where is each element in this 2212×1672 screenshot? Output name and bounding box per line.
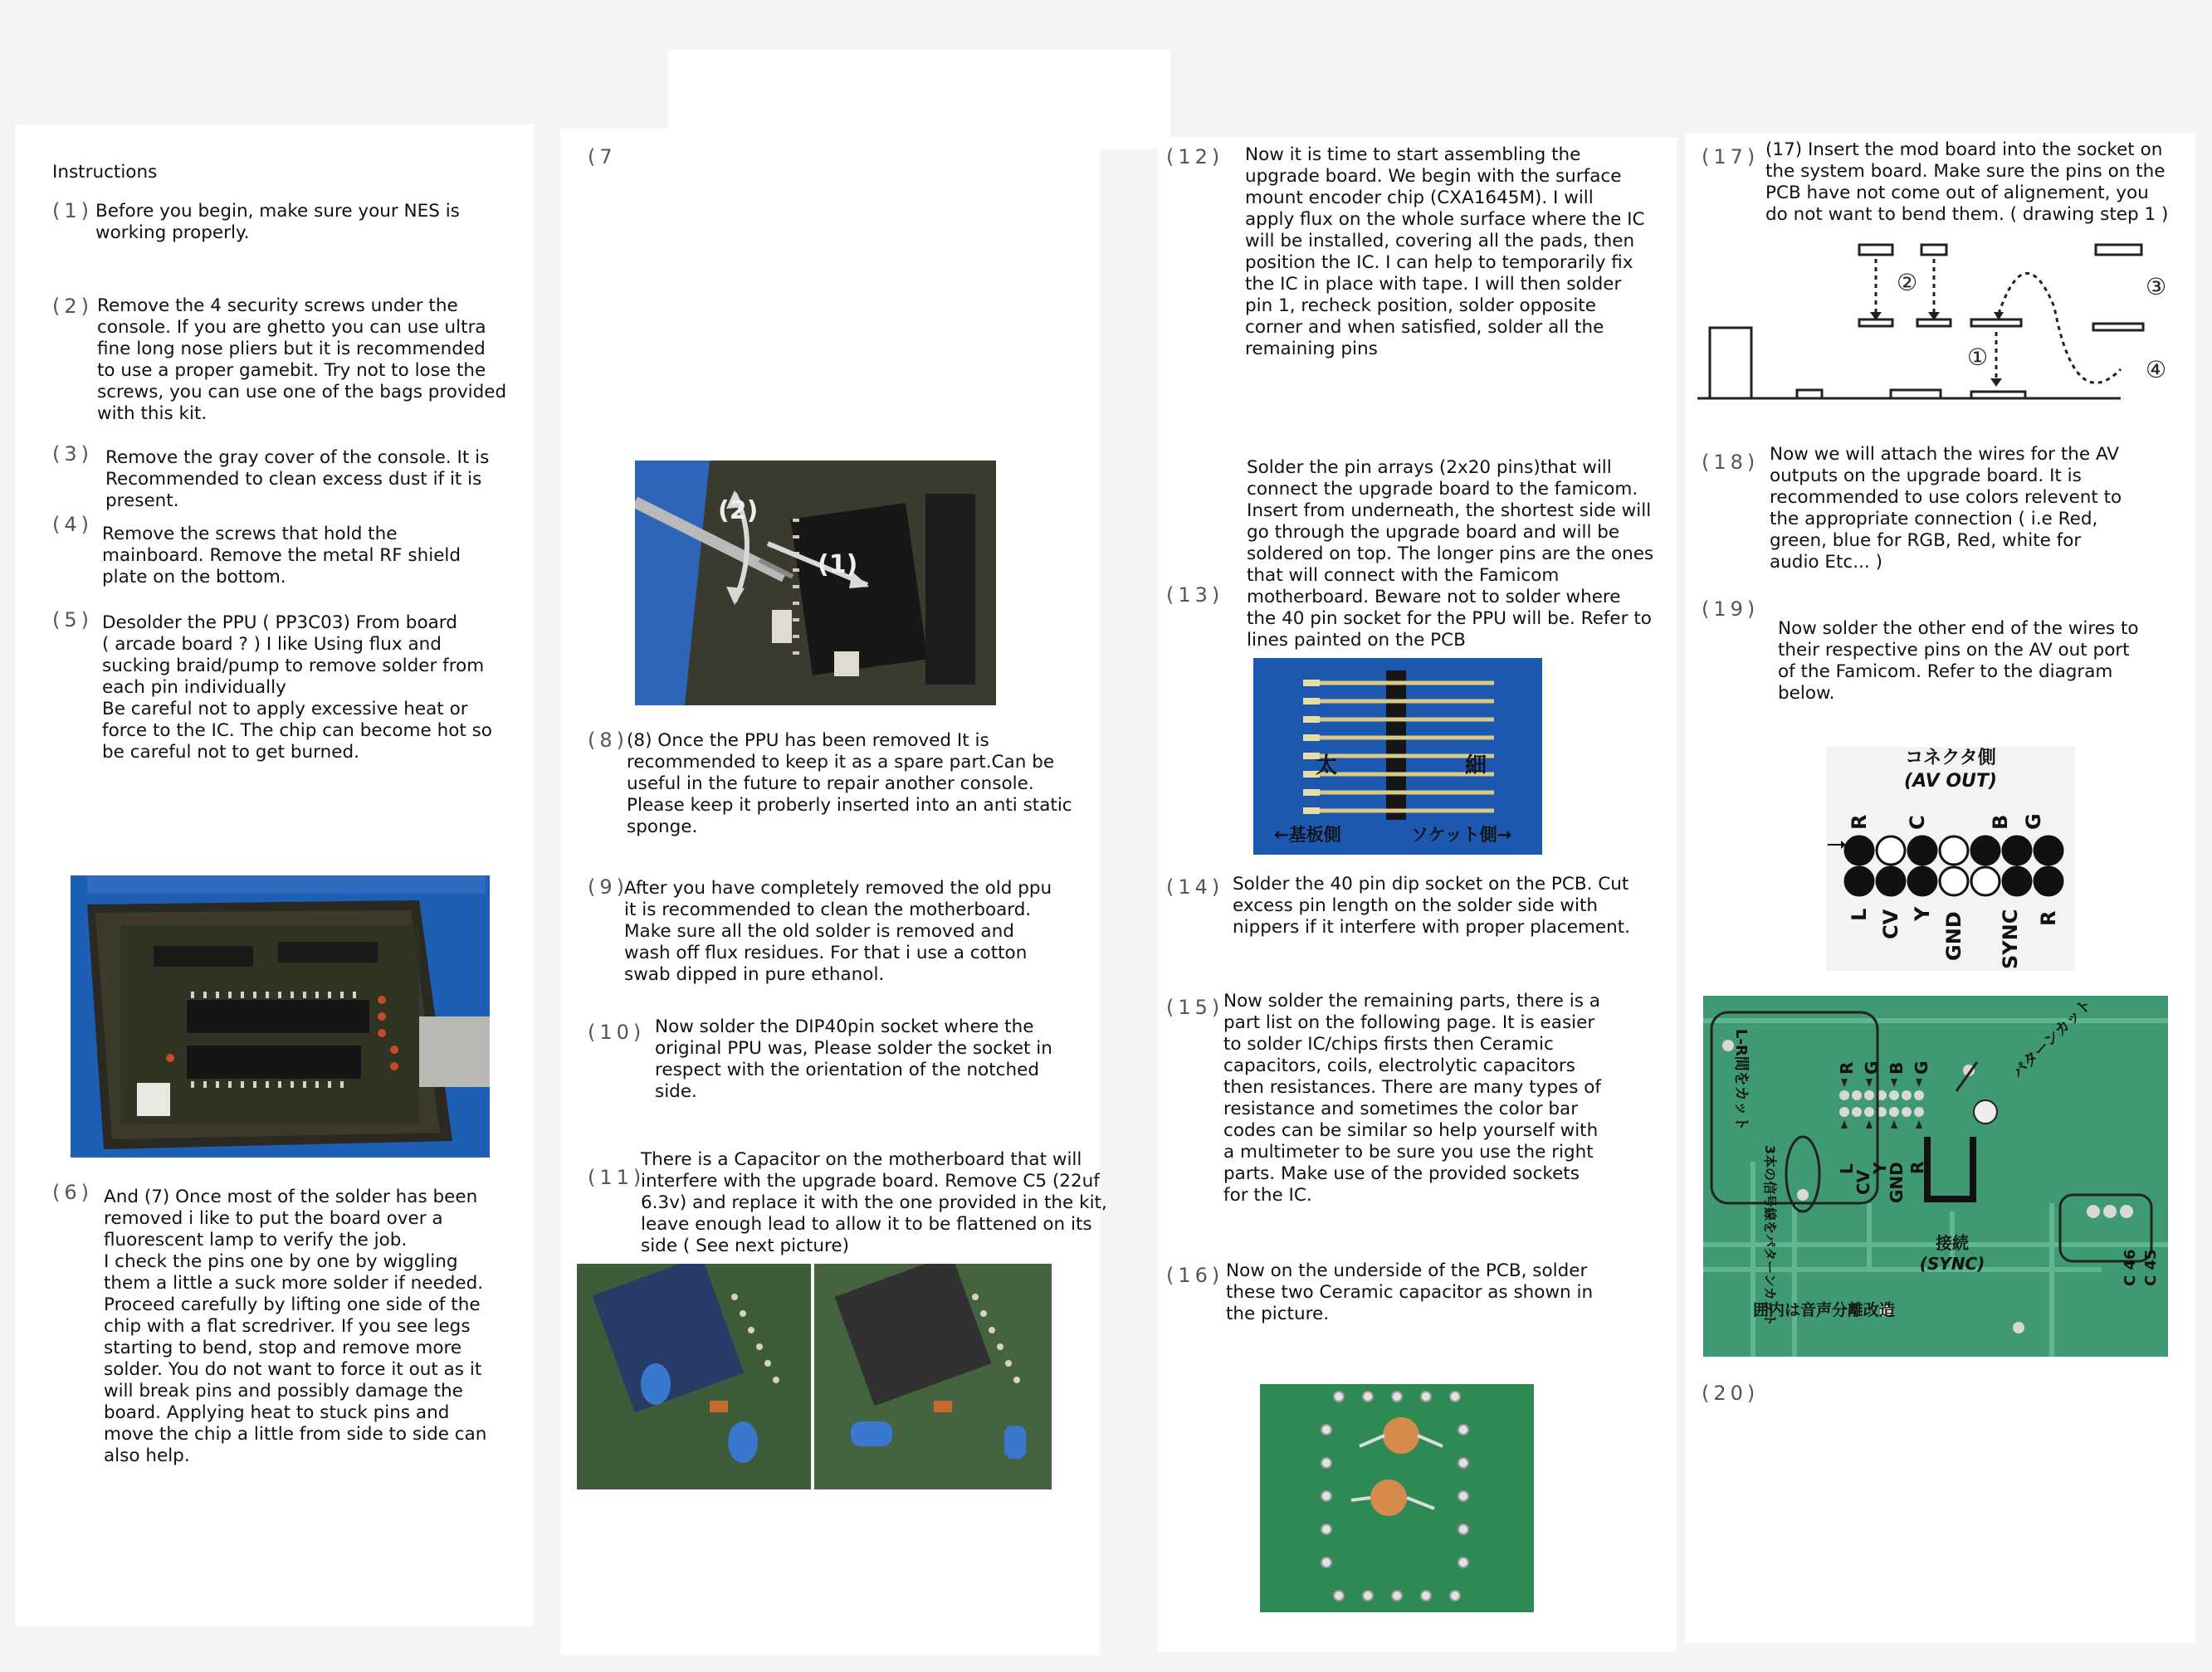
step-marker-3: ③	[2146, 273, 2167, 300]
step-8-text: (8) Once the PPU has been removed It is recommended to keep it as a spare part.Can be useful in the future to repair another console. Please keep it proberly inserted into an anti static sponge.	[627, 730, 1072, 837]
step-1-text: Before you begin, make sure your NES is working properly.	[95, 201, 460, 243]
pin-header-board-side-label: ←基板側	[1274, 825, 1341, 845]
step-14-number: (14)	[1166, 875, 1224, 899]
board-label-gnd: GND	[1887, 1162, 1907, 1203]
step-18-number: (18)	[1702, 451, 1760, 474]
step-5-number: (5)	[52, 608, 93, 631]
connector-pin-gnd: GND	[1942, 911, 1965, 961]
step-7-number: (7	[588, 145, 617, 168]
page-heading: Instructions	[52, 162, 158, 183]
connector-pin-r-top: R	[1848, 814, 1871, 830]
column-2-top-bg	[668, 50, 1170, 149]
step-marker-2: ②	[1897, 269, 1918, 296]
board-audio-label: 囲内は音声分離改造	[1753, 1301, 1896, 1319]
connector-pin-b: B	[1989, 814, 2012, 830]
board-sync-label: (SYNC)	[1919, 1254, 1985, 1274]
pin-header-thin-label: 細	[1465, 753, 1487, 778]
board-label-cv: CV	[1853, 1169, 1873, 1195]
step-13-number: (13)	[1166, 583, 1224, 607]
board-label-r: R	[1837, 1061, 1857, 1075]
step-2-text: Remove the 4 security screws under the console. If you are ghetto you can use ultra fine long nose pliers but it is recommended to use a proper gamebit. Try not to lose the screws, you can use one of the bags provided with this kit.	[97, 295, 507, 424]
step-15-number: (15)	[1166, 996, 1224, 1019]
nes-board-photo	[71, 875, 490, 1158]
board-c46-label: C 46	[2122, 1249, 2139, 1286]
board-cut-label-pattern: パターンカット	[2009, 996, 2096, 1082]
board-cut-label-lr: L-R間をカット	[1732, 1029, 1750, 1131]
step-2-number: (2)	[52, 295, 93, 318]
pin-header-photo	[1253, 658, 1542, 855]
connector-pin-l: L	[1848, 908, 1871, 921]
step-13-text: Solder the pin arrays (2x20 pins)that will connect the upgrade board to the famicom. Insert from underneath, the shortest side will go through the upgrade board and will be soldered on top. The longer pins are the ones that will connect with the Famicom motherboard. Beware not to solder where the 40 pin socket for the PPU will be. Refer to lines painted on the PCB	[1247, 457, 1654, 651]
capacitor-before-after-photo	[577, 1264, 1052, 1489]
step-20-number: (20)	[1702, 1382, 1760, 1405]
board-label-r2: R	[1907, 1161, 1927, 1174]
photo-label-1: (1)	[818, 550, 858, 579]
board-connect-label: 接続	[1936, 1233, 1969, 1253]
connector-pin-c: C	[1906, 815, 1929, 830]
step-16-number: (16)	[1166, 1264, 1224, 1287]
step-marker-4: ④	[2146, 356, 2167, 383]
famicom-av-board-photo	[1703, 996, 2168, 1357]
board-label-b: B	[1887, 1061, 1907, 1075]
step-17-text: (17) Insert the mod board into the socket on the system board. Make sure the pins on the PCB have not come out of alignement, you do not want to bend them. ( drawing step 1 )	[1765, 139, 2169, 225]
step-6-number: (6)	[52, 1181, 93, 1204]
connector-pin-g: G	[2022, 813, 2045, 830]
step-11-text: There is a Capacitor on the motherboard that will interfere with the upgrade board. Remove C5 (22uf 6.3v) and replace it with the one provided in the kit, leave enough lead to allow it to be flattened on its side ( See next picture)	[641, 1149, 1107, 1256]
step-9-number: (9)	[588, 875, 628, 899]
insertion-drawing	[1693, 241, 2191, 407]
board-label-g2: G	[1912, 1060, 1931, 1075]
step-18-text: Now we will attach the wires for the AV outputs on the upgrade board. It is recommended to use colors relevent to the appropriate connection ( i.e Red, green, blue for RGB, Red, white for audio Etc... )	[1770, 444, 2122, 573]
connector-pin-sync: SYNC	[1999, 909, 2022, 969]
step-4-number: (4)	[52, 513, 93, 536]
step-8-number: (8)	[588, 729, 628, 752]
step-12-text: Now it is time to start assembling the upgrade board. We begin with the surface mount encoder chip (CXA1645M). I will apply flux on the whole surface where the IC will be installed, covering all the pads, then position the IC. I can help to temporarily fix the IC in place with tape. I will then solder pin 1, recheck position, solder opposite corner and when satisfied, solder all the remaining pins	[1245, 144, 1645, 359]
board-label-g: G	[1862, 1060, 1882, 1075]
connector-pin-r-bottom: R	[2037, 910, 2060, 926]
step-3-number: (3)	[52, 442, 93, 466]
connector-subtitle: (AV OUT)	[1904, 771, 1997, 792]
connector-pin-cv: CV	[1879, 909, 1902, 939]
step-12-number: (12)	[1166, 145, 1224, 168]
step-19-text: Now solder the other end of the wires to their respective pins on the AV out port of the Famicom. Refer to the diagram below.	[1778, 618, 2139, 704]
board-label-y: Y	[1870, 1162, 1890, 1174]
board-cut-label-signal: 3本の信号線をパターンカット	[1762, 1145, 1778, 1327]
pin-header-thick-label: 太	[1316, 753, 1338, 778]
step-10-number: (10)	[588, 1021, 646, 1044]
connector-title: コネクタ側	[1905, 748, 1996, 768]
step-16-text: Now on the underside of the PCB, solder these two Ceramic capacitor as shown in the picture.	[1226, 1260, 1594, 1324]
ppu-removal-photo	[635, 461, 996, 705]
step-5-text: Desolder the PPU ( PP3C03) From board ( arcade board ? ) I like Using flux and sucking braid/pump to remove solder from each pin individually Be careful not to apply excessive heat or force to the IC. The chip can become hot so be careful not to get burned.	[102, 612, 492, 763]
step-10-text: Now solder the DIP40pin socket where the original PPU was, Please solder the socket in respect with the orientation of the notched side.	[655, 1016, 1052, 1102]
step-4-text: Remove the screws that hold the mainboard. Remove the metal RF shield plate on the bottom.	[102, 524, 461, 587]
av-out-connector-diagram	[1826, 747, 2075, 971]
step-marker-1: ①	[1967, 344, 1989, 371]
step-17-number: (17)	[1702, 145, 1760, 168]
step-15-text: Now solder the remaining parts, there is a part list on the following page. It is easier to solder IC/chips firsts then Ceramic capacitors, coils, electrolytic capacitors then resistances. There are many types of resistance and sometimes the color bar codes can be similar so help yourself with a multimeter to be sure you use the right parts. Make use of the provided sockets for the IC.	[1223, 991, 1601, 1206]
board-label-l: L	[1837, 1163, 1857, 1174]
step-1-number: (1)	[52, 199, 93, 222]
step-19-number: (19)	[1702, 597, 1760, 621]
board-c45-label: C 45	[2142, 1249, 2160, 1286]
step-9-text: After you have completely removed the old ppu it is recommended to clean the motherboard. Make sure all the old solder is removed and wash off flux residues. For that i use a cotton swab dipped in pure ethanol.	[624, 878, 1052, 985]
pin-header-socket-side-label: ソケット側→	[1411, 825, 1512, 845]
step-6-text: And (7) Once most of the solder has been removed i like to put the board over a fluorescent lamp to verify the job. I check the pins one by one by wiggling them a little a suck more solder if needed. Proceed carefully by lifting one side of the chip with a flat scredriver. If you see legs starting to bend, stop and remove more solder. You do not want to force it out as it will break pins and possibly damage the board. Applying heat to stuck pins and move the chip a little from side to side can also help.	[104, 1187, 487, 1466]
step-3-text: Remove the gray cover of the console. It is Recommended to clean excess dust if it is present.	[105, 447, 490, 511]
connector-pin-y: Y	[1911, 906, 1934, 921]
step-14-text: Solder the 40 pin dip socket on the PCB. Cut excess pin length on the solder side with nippers if it interfere with proper placement.	[1233, 874, 1631, 938]
step-11-number: (11)	[588, 1166, 646, 1189]
photo-label-2: (2)	[718, 496, 759, 525]
ceramic-capacitor-photo	[1260, 1384, 1534, 1612]
